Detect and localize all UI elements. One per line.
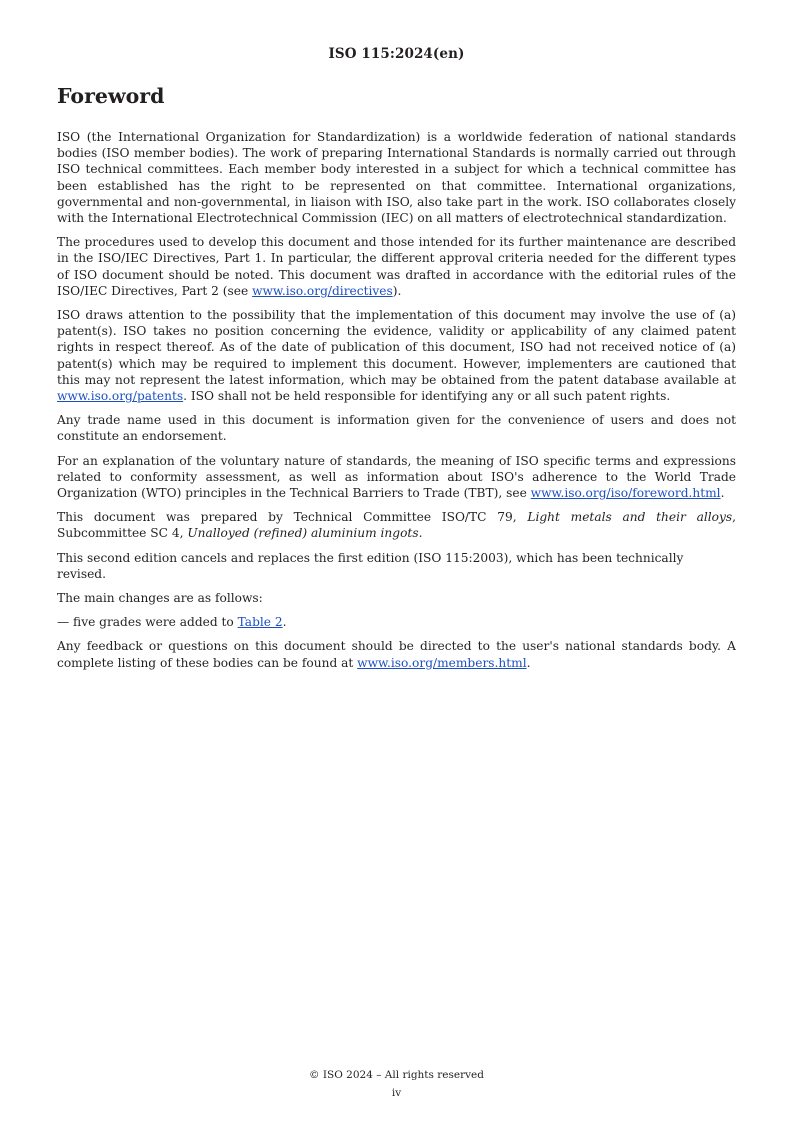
paragraph-main-changes: The main changes are as follows: [57, 591, 263, 606]
paragraph-voluntary-nature-text: For an explanation of the voluntary nature of standards, the meaning of ISO specific terms and expressions related to conformity assessment, as well as information about ISO's adherence to the World Trade Organization (WTO) principles in the Technical Barriers to Trade (TBT), see [57, 453, 736, 501]
patents-link[interactable]: www.iso.org/patents [57, 389, 184, 404]
committee-title: Light metals and their alloys [527, 510, 733, 525]
subcommittee-title: Unalloyed (refined) aluminium ingots [187, 526, 419, 541]
paragraph-patents [57, 307, 736, 404]
list-item-change-end: . [282, 615, 287, 630]
paragraph-iso-federation: ISO (the International Organization for Standardization) is a worldwide federation of national standards bodies (ISO member bodies). The work of preparing International Standards is normally carried out through ISO technical committees. Each member body interested in a subject for which a technical committee has been established has the right to be represented on that committee. International organizations, governmental and non-governmental, in liaison with ISO, also take part in the work. ISO collaborates closely with the International Electrotechnical Commission (IEC) on all matters of electrotechnical standardization. [57, 130, 736, 226]
paragraph-patents-end: . ISO shall not be held responsible for identifying any or all such patent rights. [183, 389, 671, 404]
paragraph-feedback-text: Any feedback or questions on this document should be directed to the user's national standards body. A complete listing of these bodies can be found at [57, 639, 736, 670]
paragraph-feedback [57, 638, 736, 670]
paragraph-voluntary-nature [57, 453, 736, 502]
table-2-link[interactable]: Table 2 [237, 615, 283, 630]
paragraph-voluntary-nature-end: . [720, 486, 725, 501]
foreword-link[interactable]: www.iso.org/iso/foreword.html [530, 486, 721, 501]
list-item-change [57, 614, 736, 630]
paragraph-committee [57, 509, 736, 541]
paragraph-edition: This second edition cancels and replaces the first edition (ISO 115:2003), which has been technically revised. [57, 550, 684, 581]
paragraph-feedback-end: . [526, 655, 531, 670]
members-link[interactable]: www.iso.org/members.html [357, 655, 527, 670]
page-footer [0, 1066, 793, 1102]
paragraph-procedures-end: ). [392, 283, 402, 298]
copyright-notice: © ISO 2024 – All rights reserved [309, 1069, 484, 1081]
paragraph-committee-end: . [418, 526, 423, 541]
paragraph-committee-text: This document was prepared by Technical Committee ISO/TC 79, [57, 510, 528, 525]
foreword-body [57, 129, 736, 679]
directives-link[interactable]: www.iso.org/directives [252, 283, 393, 298]
section-title: Foreword [57, 84, 165, 108]
page-number: iv [391, 1087, 402, 1099]
list-item-change-text: — five grades were added to [57, 615, 238, 630]
paragraph-procedures-text: The procedures used to develop this document and those intended for its further maintenance are described in the ISO/IEC Directives, Part 1. In particular, the different approval criteria needed for the different types of ISO document should be noted. This document was drafted in accordance with the editorial rules of the ISO/IEC Directives, Part 2 (see [57, 235, 736, 298]
paragraph-patents-text: ISO draws attention to the possibility that the implementation of this document may involve the use of (a) patent(s). ISO takes no position concerning the evidence, validity or applicability of any claimed patent rights in respect thereof. As of the date of publication of this document, ISO had not received notice of (a) patent(s) which may be required to implement this document. However, implementers are cautioned that this may not represent the latest information, which may be obtained from the patent database available at [57, 308, 736, 387]
paragraph-procedures [57, 234, 736, 299]
document-id-header: ISO 115:2024(en) [328, 46, 465, 62]
paragraph-committee-mid: , Subcommittee SC 4, [57, 510, 737, 541]
paragraph-trade-name: Any trade name used in this document is information given for the convenience of users and does not constitute an endorsement. [57, 413, 736, 444]
